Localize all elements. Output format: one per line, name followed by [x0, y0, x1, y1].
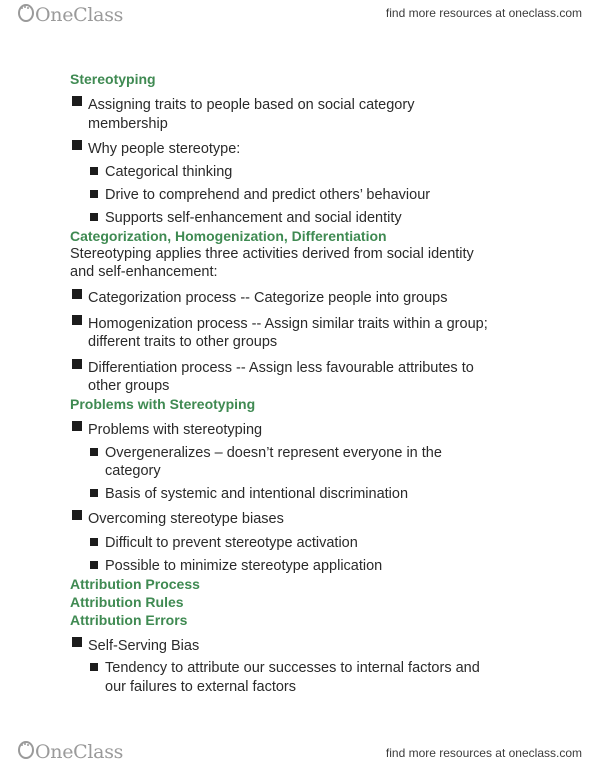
sub-bullet-square: [90, 561, 98, 569]
sub-bullet-text: Drive to comprehend and predict others’ behaviour: [105, 187, 431, 203]
bullet-square: [72, 289, 82, 299]
sub-bullet-text: Categorical thinking: [105, 164, 233, 180]
heading-attribution-process: Attribution Process: [70, 576, 200, 592]
logo-text: OneClass: [35, 741, 124, 763]
header-resources-link[interactable]: find more resources at oneclass.com: [385, 6, 582, 20]
bullet-text: Differentiation process -- Assign less favourable attributes to: [88, 360, 474, 376]
heading-categorization: Categorization, Homogenization, Differentiation: [70, 228, 387, 244]
sub-bullet-text: Difficult to prevent stereotype activation: [105, 535, 358, 551]
bullet-square: [72, 421, 82, 431]
sub-bullet-text: Tendency to attribute our successes to internal factors and: [105, 660, 480, 676]
sub-bullet-square: [90, 663, 98, 671]
bullet-text: Categorization process -- Categorize people into groups: [88, 290, 448, 306]
sub-bullet-text: Overgeneralizes – doesn’t represent everyone in the: [105, 445, 442, 461]
sub-bullet-square: [90, 190, 98, 198]
bullet-square: [72, 140, 82, 150]
bullet-square: [72, 359, 82, 369]
heading-attribution-errors: Attribution Errors: [70, 612, 188, 628]
heading-stereotyping: Stereotyping: [70, 71, 156, 87]
heading-attribution-rules: Attribution Rules: [70, 594, 184, 610]
sub-bullet-text: Basis of systemic and intentional discrimination: [105, 486, 409, 502]
paragraph-text-continued: and self-enhancement:: [70, 264, 218, 280]
oneclass-logo-icon: [18, 741, 34, 759]
heading-problems: Problems with Stereotyping: [70, 396, 256, 412]
bullet-text: Self-Serving Bias: [88, 638, 200, 654]
bullet-text: Problems with stereotyping: [88, 422, 263, 438]
bullet-text-continued: membership: [88, 116, 168, 132]
sub-bullet-text: Possible to minimize stereotype application: [105, 558, 383, 574]
bullet-text-continued: other groups: [88, 378, 170, 394]
sub-bullet-square: [90, 448, 98, 456]
bullet-square: [72, 96, 82, 106]
bullet-text: Why people stereotype:: [88, 141, 241, 157]
bullet-square: [72, 637, 82, 647]
bullet-square: [72, 510, 82, 520]
bullet-text: Homogenization process -- Assign similar traits within a group;: [88, 316, 488, 332]
sub-bullet-square: [90, 489, 98, 497]
sub-bullet-square: [90, 167, 98, 175]
logo-text: OneClass: [35, 4, 124, 26]
sub-bullet-text: Supports self-enhancement and social identity: [105, 210, 402, 226]
paragraph-text: Stereotyping applies three activities derived from social identity: [70, 246, 474, 262]
sub-bullet-square: [90, 213, 98, 221]
bullet-text: Assigning traits to people based on social category: [88, 97, 415, 113]
sub-bullet-text-continued: category: [105, 463, 161, 479]
bullet-square: [72, 315, 82, 325]
bullet-text: Overcoming stereotype biases: [88, 511, 284, 527]
bullet-text-continued: different traits to other groups: [88, 334, 278, 350]
sub-bullet-text-continued: our failures to external factors: [105, 679, 297, 695]
sub-bullet-square: [90, 538, 98, 546]
footer-resources-link[interactable]: find more resources at oneclass.com: [385, 746, 582, 760]
oneclass-footer-logo[interactable]: [18, 740, 123, 763]
